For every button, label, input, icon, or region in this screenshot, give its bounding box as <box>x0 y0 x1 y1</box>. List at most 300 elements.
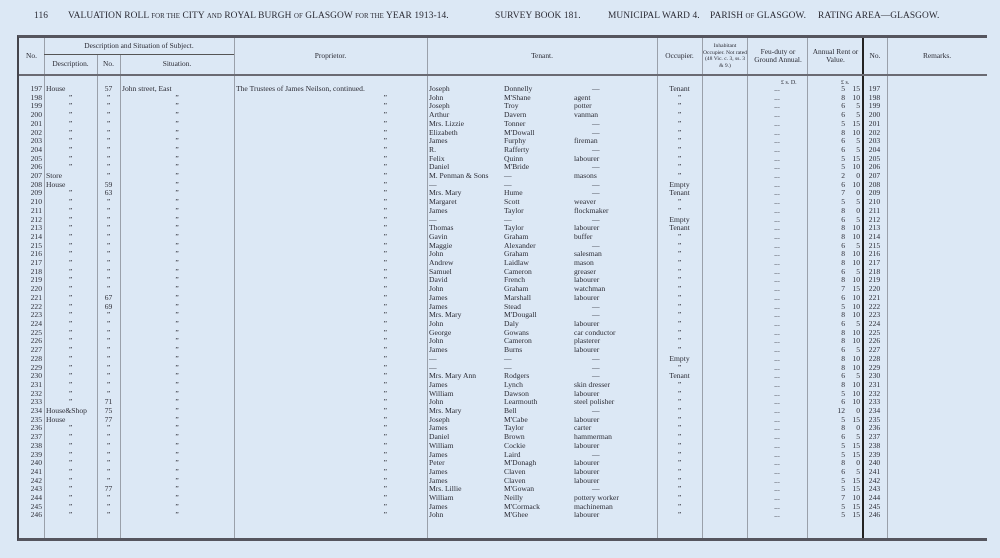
inhabitant <box>702 285 747 294</box>
entry-no: 237 <box>30 433 42 442</box>
description: ” <box>68 380 73 389</box>
situation: ” <box>175 172 179 181</box>
situation: John street, East <box>122 85 172 93</box>
remarks <box>887 398 987 407</box>
col-proprietor: Proprietor. <box>314 51 347 60</box>
description: ” <box>68 467 73 476</box>
tenant-surname: Bell <box>504 407 517 416</box>
occupier: ” <box>677 198 682 207</box>
rent-pounds: 8 <box>841 224 845 233</box>
remarks <box>887 268 987 277</box>
feu-duty: ... <box>774 433 780 442</box>
inhabitant <box>702 451 747 460</box>
occupier: ” <box>677 450 682 459</box>
tenant-forename: William <box>429 441 454 450</box>
entry-no: 225 <box>30 328 42 337</box>
tenant-surname: M'Dougall <box>504 311 537 320</box>
proprietor: ” <box>383 111 387 120</box>
rent-pounds: 6 <box>841 467 845 476</box>
proprietor: ” <box>383 407 387 416</box>
street-no: 57 <box>104 85 113 93</box>
municipal-ward: MUNICIPAL WARD 4. <box>608 11 700 21</box>
entry-no: 238 <box>30 441 42 450</box>
situation: ” <box>175 485 179 494</box>
remarks <box>887 459 987 468</box>
remarks <box>887 198 987 207</box>
tenant-forename: Mrs. Lillie <box>429 485 462 494</box>
rent-shillings: 10 <box>852 224 860 233</box>
description: ” <box>68 319 73 328</box>
entry-no-right: 235 <box>868 415 881 424</box>
entry-no-right: 218 <box>868 267 881 276</box>
tenant-forename: William <box>429 494 454 503</box>
rent-pounds: 5 <box>841 441 845 450</box>
tenant-surname: Furphy <box>504 137 526 146</box>
table-row <box>19 285 987 294</box>
description: ” <box>68 337 73 346</box>
rent-shillings: 0 <box>856 459 860 468</box>
table-row <box>19 294 987 303</box>
feu-duty: ... <box>774 485 780 494</box>
inhabitant <box>702 398 747 407</box>
inhabitant <box>702 163 747 172</box>
occupier: ” <box>677 433 682 442</box>
feu-duty: ... <box>774 241 780 250</box>
rent-pounds: 5 <box>841 502 845 511</box>
remarks <box>887 94 987 103</box>
tenant-forename: Thomas <box>429 224 454 233</box>
entry-no: 197 <box>30 85 42 93</box>
street-no: ” <box>106 502 111 511</box>
rent-shillings: 10 <box>852 363 860 372</box>
remarks <box>887 250 987 259</box>
tenant-surname: Troy <box>504 102 519 111</box>
occupier: ” <box>677 250 682 259</box>
tenant-forename: Mrs. Lizzie <box>429 119 465 128</box>
tenant-occupation: — <box>592 241 600 250</box>
feu-duty: ... <box>774 511 780 520</box>
entry-no: 214 <box>30 232 42 241</box>
inhabitant <box>702 372 747 381</box>
inhabitant <box>702 494 747 503</box>
occupier: ” <box>677 276 682 285</box>
tenant-occupation: carter <box>574 424 592 433</box>
feu-duty: ... <box>774 137 780 146</box>
situation: ” <box>175 241 179 250</box>
rent-shillings: 5 <box>856 215 860 224</box>
occupier: ” <box>677 172 682 181</box>
inhabitant <box>702 485 747 494</box>
tenant-occupation: — <box>592 145 600 154</box>
occupier: ” <box>677 511 682 520</box>
remarks <box>887 129 987 138</box>
rent-shillings: 15 <box>852 502 860 511</box>
inhabitant <box>702 259 747 268</box>
situation: ” <box>175 398 179 407</box>
street-no: ” <box>106 137 111 146</box>
tenant-surname: M'Cabe <box>504 415 528 424</box>
street-no: ” <box>106 467 111 476</box>
tenant-forename: R. <box>429 145 436 154</box>
entry-no-right: 222 <box>868 302 881 311</box>
tenant-surname: Alexander <box>504 241 536 250</box>
rent-pounds: 8 <box>841 380 845 389</box>
tenant-occupation: — <box>592 485 600 494</box>
situation: ” <box>175 372 179 381</box>
tenant-surname: Rodgers <box>504 372 530 381</box>
rent-pounds: 8 <box>841 328 845 337</box>
remarks <box>887 120 987 129</box>
inhabitant <box>702 181 747 190</box>
rent-pounds: 6 <box>841 241 845 250</box>
table-row <box>19 268 987 277</box>
rent-shillings: 5 <box>856 319 860 328</box>
entry-no-right: 243 <box>868 485 881 494</box>
occupier: ” <box>677 267 682 276</box>
rent-pounds: 8 <box>841 232 845 241</box>
entry-no-right: 231 <box>868 380 881 389</box>
rent-pounds: 6 <box>841 180 845 189</box>
rent-pounds: 5 <box>841 450 845 459</box>
tenant-forename: James <box>429 302 448 311</box>
inhabitant <box>702 311 747 320</box>
entry-no: 246 <box>30 511 42 520</box>
street-no: ” <box>106 311 111 320</box>
tenant-forename: Peter <box>429 459 445 468</box>
proprietor: ” <box>383 224 387 233</box>
title-year: YEAR 1913-14. <box>385 11 449 21</box>
street-no: ” <box>106 172 111 181</box>
description: ” <box>68 459 73 468</box>
feu-duty: ... <box>774 198 780 207</box>
entry-no: 239 <box>30 450 42 459</box>
table-row <box>19 129 987 138</box>
table-row <box>19 303 987 312</box>
street-no: ” <box>106 372 111 381</box>
proprietor: ” <box>383 337 387 346</box>
col-annual-rent: Annual Rent or Value. <box>812 47 859 64</box>
tenant-occupation: masons <box>574 172 597 181</box>
entry-no: 210 <box>30 198 42 207</box>
proprietor: ” <box>383 215 387 224</box>
description: ” <box>68 154 73 163</box>
feu-units: £ s. D. <box>781 80 797 86</box>
inhabitant <box>702 189 747 198</box>
table-row <box>19 511 987 520</box>
street-no: ” <box>106 128 111 137</box>
situation: ” <box>175 363 179 372</box>
rent-pounds: 12 <box>837 407 845 416</box>
col-feu-duty: Feu-duty or Ground Annual. <box>754 47 802 64</box>
inhabitant <box>702 390 747 399</box>
table-row <box>19 207 987 216</box>
feu-duty: ... <box>774 85 780 93</box>
rent-shillings: 10 <box>852 380 860 389</box>
tenant-forename: James <box>429 476 448 485</box>
proprietor: ” <box>383 372 387 381</box>
situation: ” <box>175 380 179 389</box>
rent-shillings: 10 <box>852 302 860 311</box>
feu-duty: ... <box>774 154 780 163</box>
proprietor: The Trustees of James Neilson, continued. <box>236 85 365 93</box>
tenant-surname: Donnelly <box>504 85 533 93</box>
tenant-occupation: mason <box>574 259 594 268</box>
inhabitant <box>702 303 747 312</box>
proprietor: ” <box>383 424 387 433</box>
entry-no-right: 212 <box>868 215 881 224</box>
parish-label: PARISH <box>710 11 744 21</box>
remarks <box>887 224 987 233</box>
tenant-forename: Daniel <box>429 163 450 172</box>
proprietor: ” <box>383 102 387 111</box>
occupier: ” <box>677 502 682 511</box>
inhabitant <box>702 94 747 103</box>
situation: ” <box>175 319 179 328</box>
situation: ” <box>175 467 179 476</box>
proprietor: ” <box>383 441 387 450</box>
table-row <box>19 485 987 494</box>
rent-pounds: 6 <box>841 102 845 111</box>
situation: ” <box>175 337 179 346</box>
street-no: ” <box>106 433 111 442</box>
entry-no-right: 238 <box>868 441 881 450</box>
description: ” <box>68 389 73 398</box>
entry-no-right: 207 <box>868 172 881 181</box>
tenant-forename: Mrs. Mary <box>429 311 462 320</box>
description: ” <box>68 215 73 224</box>
tenant-forename: Maggie <box>429 241 453 250</box>
inhabitant <box>702 503 747 512</box>
rent-shillings: 0 <box>856 189 860 198</box>
proprietor: ” <box>383 511 387 520</box>
tenant-surname: Daly <box>504 319 519 328</box>
street-no: ” <box>106 267 111 276</box>
tenant-forename: William <box>429 389 454 398</box>
remarks <box>887 442 987 451</box>
tenant-occupation: buffer <box>574 232 593 241</box>
tenant-surname: M'Gowan <box>504 485 535 494</box>
table-row <box>19 337 987 346</box>
proprietor: ” <box>383 276 387 285</box>
entry-no: 224 <box>30 319 42 328</box>
tenant-surname: Graham <box>504 285 529 294</box>
rent-pounds: 6 <box>841 111 845 120</box>
situation: ” <box>175 198 179 207</box>
description: ” <box>68 476 73 485</box>
feu-duty: ... <box>774 354 780 363</box>
street-no: 75 <box>104 407 113 416</box>
inhabitant <box>702 416 747 425</box>
feu-duty: ... <box>774 111 780 120</box>
tenant-occupation: pottery worker <box>574 494 619 503</box>
col-remarks: Remarks. <box>922 51 952 60</box>
entry-no-right: 204 <box>868 145 881 154</box>
parish-of: OF <box>745 13 755 20</box>
entry-no: 205 <box>30 154 42 163</box>
inhabitant <box>702 468 747 477</box>
remarks <box>887 207 987 216</box>
situation: ” <box>175 163 179 172</box>
proprietor: ” <box>383 93 387 102</box>
occupier: ” <box>677 119 682 128</box>
rent-shillings: 5 <box>856 145 860 154</box>
occupier: ” <box>677 441 682 450</box>
tenant-occupation: labourer <box>574 511 600 520</box>
entry-no: 244 <box>30 494 42 503</box>
remarks <box>887 494 987 503</box>
situation: ” <box>175 459 179 468</box>
proprietor: ” <box>383 450 387 459</box>
street-no: ” <box>106 119 111 128</box>
entry-no-right: 232 <box>868 389 881 398</box>
occupier: ” <box>677 467 682 476</box>
proprietor: ” <box>383 259 387 268</box>
inhabitant <box>702 329 747 338</box>
entry-no-right: 202 <box>868 128 881 137</box>
description: ” <box>68 372 73 381</box>
occupier: ” <box>677 398 682 407</box>
inhabitant <box>702 207 747 216</box>
feu-duty: ... <box>774 502 780 511</box>
feu-duty: ... <box>774 346 780 355</box>
proprietor: ” <box>383 311 387 320</box>
page-number: 116 <box>34 11 49 21</box>
tenant-occupation: skin dresser <box>574 380 611 389</box>
feu-duty: ... <box>774 407 780 416</box>
remarks <box>887 102 987 111</box>
occupier: ” <box>677 259 682 268</box>
tenant-forename: David <box>429 276 448 285</box>
proprietor: ” <box>383 433 387 442</box>
entry-no: 228 <box>30 354 42 363</box>
description: ” <box>68 441 73 450</box>
tenant-surname: Burns <box>504 346 523 355</box>
feu-duty: ... <box>774 380 780 389</box>
col-situation: Situation. <box>162 59 192 68</box>
tenant-surname: — <box>504 172 512 181</box>
remarks <box>887 416 987 425</box>
street-no: ” <box>106 494 111 503</box>
description: ” <box>68 285 73 294</box>
tenant-forename: John <box>429 319 444 328</box>
street-no: 77 <box>104 415 113 424</box>
occupier: ” <box>677 241 682 250</box>
description: ” <box>68 232 73 241</box>
entry-no-right: 227 <box>868 346 881 355</box>
description: ” <box>68 189 73 198</box>
occupier: ” <box>677 424 682 433</box>
occupier: ” <box>677 302 682 311</box>
entry-no: 223 <box>30 311 42 320</box>
remarks <box>887 381 987 390</box>
tenant-occupation: hammerman <box>574 433 612 442</box>
proprietor: ” <box>383 137 387 146</box>
entry-no: 206 <box>30 163 42 172</box>
feu-duty: ... <box>774 93 780 102</box>
occupier: ” <box>677 494 682 503</box>
street-no: ” <box>106 215 111 224</box>
inhabitant <box>702 216 747 225</box>
proprietor: ” <box>383 154 387 163</box>
table-row <box>19 407 987 416</box>
table-row <box>19 111 987 120</box>
tenant-forename: George <box>429 328 452 337</box>
rent-pounds: 8 <box>841 276 845 285</box>
rent-shillings: 15 <box>852 154 860 163</box>
remarks <box>887 294 987 303</box>
entry-no-right: 206 <box>868 163 881 172</box>
entry-no-right: 234 <box>868 407 881 416</box>
inhabitant <box>702 511 747 520</box>
description: ” <box>68 502 73 511</box>
rent-pounds: 5 <box>841 389 845 398</box>
tenant-forename: Samuel <box>429 267 452 276</box>
occupier: ” <box>677 137 682 146</box>
tenant-surname: Neilly <box>504 494 523 503</box>
occupier: Empty <box>669 215 690 224</box>
remarks <box>887 511 987 520</box>
tenant-occupation: weaver <box>574 198 596 207</box>
tenant-forename: Mrs. Mary Ann <box>429 372 477 381</box>
tenant-occupation: labourer <box>574 224 600 233</box>
street-no: ” <box>106 319 111 328</box>
table-row <box>19 242 987 251</box>
rent-pounds: 5 <box>841 119 845 128</box>
remarks <box>887 189 987 198</box>
table-row <box>19 120 987 129</box>
occupier: ” <box>677 102 682 111</box>
title-for-the: FOR THE <box>151 13 180 20</box>
situation: ” <box>175 433 179 442</box>
rent-pounds: 6 <box>841 293 845 302</box>
inhabitant <box>702 268 747 277</box>
entry-no: 220 <box>30 285 42 294</box>
situation: ” <box>175 119 179 128</box>
entry-no-right: 223 <box>868 311 881 320</box>
entry-no-right: 214 <box>868 232 881 241</box>
table-row <box>19 233 987 242</box>
tenant-forename: Mrs. Mary <box>429 189 462 198</box>
rent-pounds: 6 <box>841 398 845 407</box>
feu-duty: ... <box>774 206 780 215</box>
entry-no: 232 <box>30 389 42 398</box>
inhabitant <box>702 85 747 94</box>
occupier: ” <box>677 163 682 172</box>
description: ” <box>68 311 73 320</box>
tenant-surname: Hume <box>504 189 523 198</box>
occupier: ” <box>677 485 682 494</box>
proprietor: ” <box>383 398 387 407</box>
tenant-surname: M'Dowall <box>504 128 535 137</box>
street-no: ” <box>106 276 111 285</box>
situation: ” <box>175 494 179 503</box>
remarks <box>887 303 987 312</box>
entry-no: 218 <box>30 267 42 276</box>
occupier: Tenant <box>669 372 690 381</box>
rent-pounds: 5 <box>841 198 845 207</box>
rent-shillings: 5 <box>856 102 860 111</box>
survey-book: SURVEY BOOK 181. <box>495 11 581 21</box>
rent-shillings: 10 <box>852 128 860 137</box>
situation: ” <box>175 128 179 137</box>
remarks <box>887 468 987 477</box>
entry-no: 215 <box>30 241 42 250</box>
inhabitant <box>702 224 747 233</box>
inhabitant <box>702 242 747 251</box>
entry-no-right: 236 <box>868 424 881 433</box>
occupier: ” <box>677 328 682 337</box>
proprietor: ” <box>383 485 387 494</box>
